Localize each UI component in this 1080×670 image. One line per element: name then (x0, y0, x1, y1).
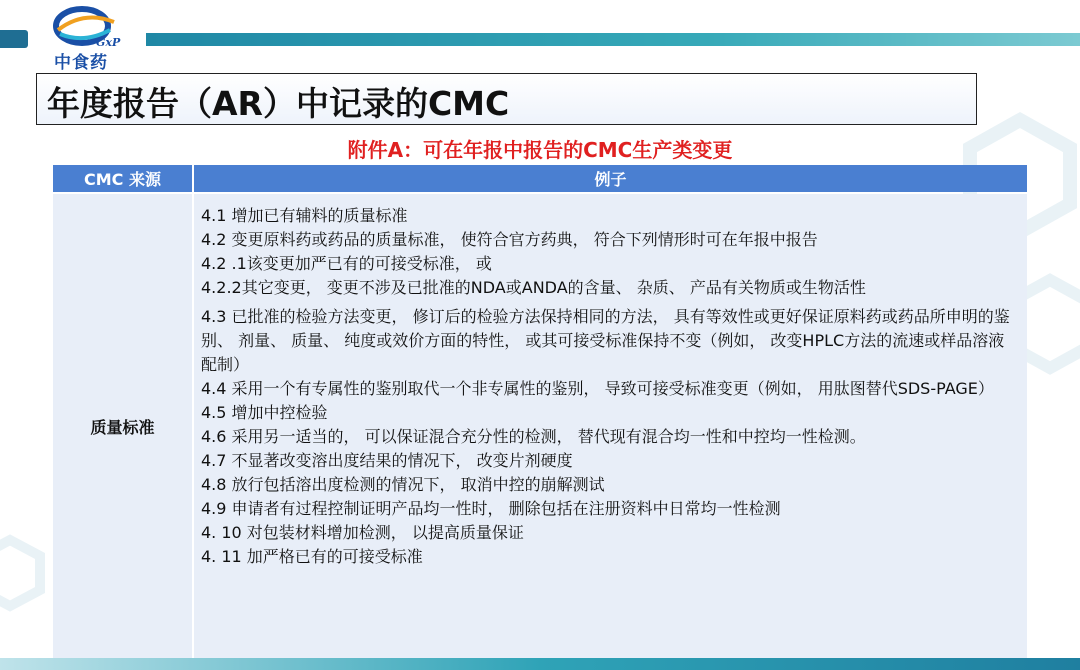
cell-source: 质量标准 (53, 194, 192, 659)
list-item: 4.2 .1该变更加严已有的可接受标准， 或 (201, 254, 492, 273)
list-item: 4.3 已批准的检验方法变更， 修订后的检验方法保持相同的方法， 具有等效性或更好保证原料药或药品所申明的鉴别、 剂量、 质量、 纯度或效价方面的特性， 或其可接受标准保持不变（例如， 改变HPLC方法的流速或样品溶液配制） (201, 307, 1010, 374)
list-item: 4.1 增加已有辅料的质量标准 (201, 206, 408, 225)
list-item: 4.7 不显著改变溶出度结果的情况下， 改变片剂硬度 (201, 451, 573, 470)
list-item: 4. 11 加严格已有的可接受标准 (201, 547, 423, 566)
logo-mark-text: GxP (96, 36, 121, 49)
logo-text: 中食药 (54, 53, 108, 73)
list-item: 4.2 变更原料药或药品的质量标准， 使符合官方药典， 符合下列情形时可在年报中报告 (201, 230, 818, 249)
page-title: 年度报告（AR）中记录的CMC (47, 84, 510, 123)
list-item: 4.4 采用一个有专属性的鉴别取代一个非专属性的鉴别， 导致可接受标准变更（例如， 用肽图替代SDS-PAGE） (201, 379, 994, 398)
header-bar-right (146, 33, 1080, 46)
list-item: 4.6 采用另一适当的， 可以保证混合充分性的检测， 替代现有混合均一性和中控均一性检测。 (201, 427, 866, 446)
cell-examples (194, 194, 1027, 659)
title-box (36, 73, 977, 125)
header-example: 例子 (194, 165, 1027, 192)
list-item: 4.2.2其它变更， 变更不涉及已批准的NDA或ANDA的含量、 杂质、 产品有关物质或生物活性 (201, 278, 866, 297)
header-cmc-source: CMC 来源 (53, 165, 192, 192)
header-bar-left (0, 30, 28, 48)
footer-band (0, 658, 1080, 670)
list-item: 4.9 申请者有过程控制证明产品均一性时， 删除包括在注册资料中日常均一性检测 (201, 499, 781, 518)
list-item: 4. 10 对包装材料增加检测， 以提高质量保证 (201, 523, 524, 542)
list-item: 4.8 放行包括溶出度检测的情况下， 取消中控的崩解测试 (201, 475, 605, 494)
hexagon-decoration-left (0, 520, 60, 640)
list-item: 4.5 增加中控检验 (201, 403, 328, 422)
cmc-table (53, 165, 1027, 659)
slide-subtitle: 附件A：可在年报中报告的CMC生产类变更 (347, 138, 733, 162)
